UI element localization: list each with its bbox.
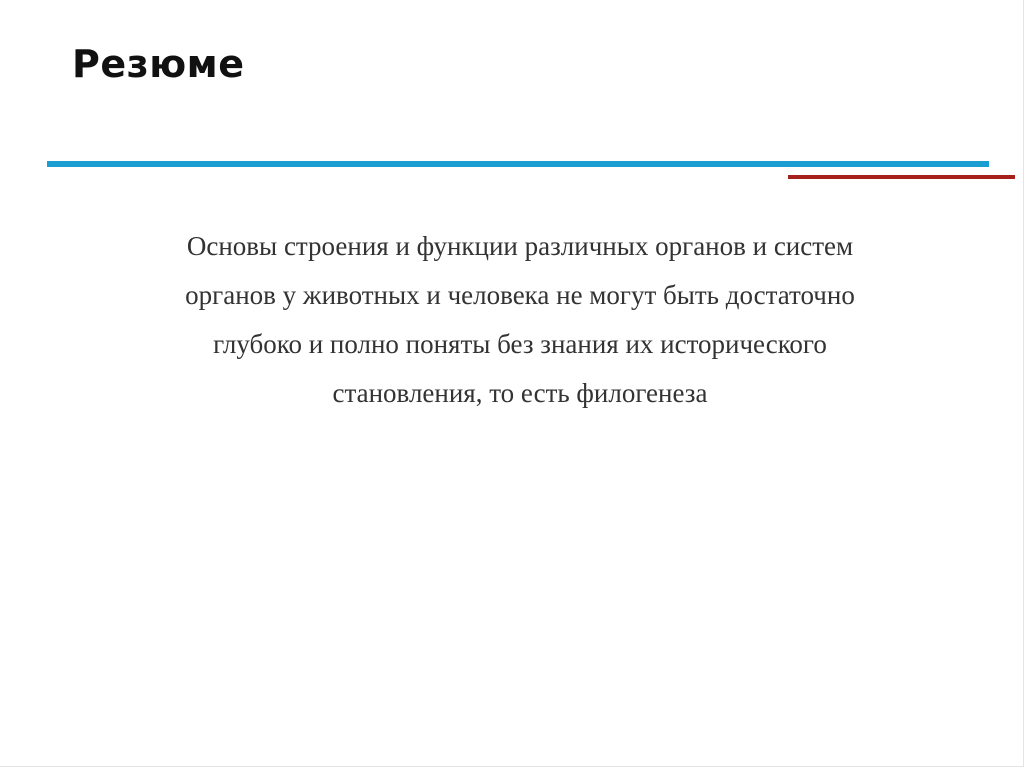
body-line: становления, то есть филогенеза [332, 378, 708, 408]
slide-title: Резюме [72, 42, 245, 86]
title-divider-red [788, 175, 1015, 179]
body-line: органов у животных и человека не могут быть достаточно [185, 280, 855, 310]
title-divider-blue [47, 161, 989, 167]
slide-body-text [72, 222, 968, 418]
body-line: глубоко и полно поняты без знания их исторического [213, 329, 827, 359]
body-line: Основы строения и функции различных органов и систем [186, 231, 854, 261]
